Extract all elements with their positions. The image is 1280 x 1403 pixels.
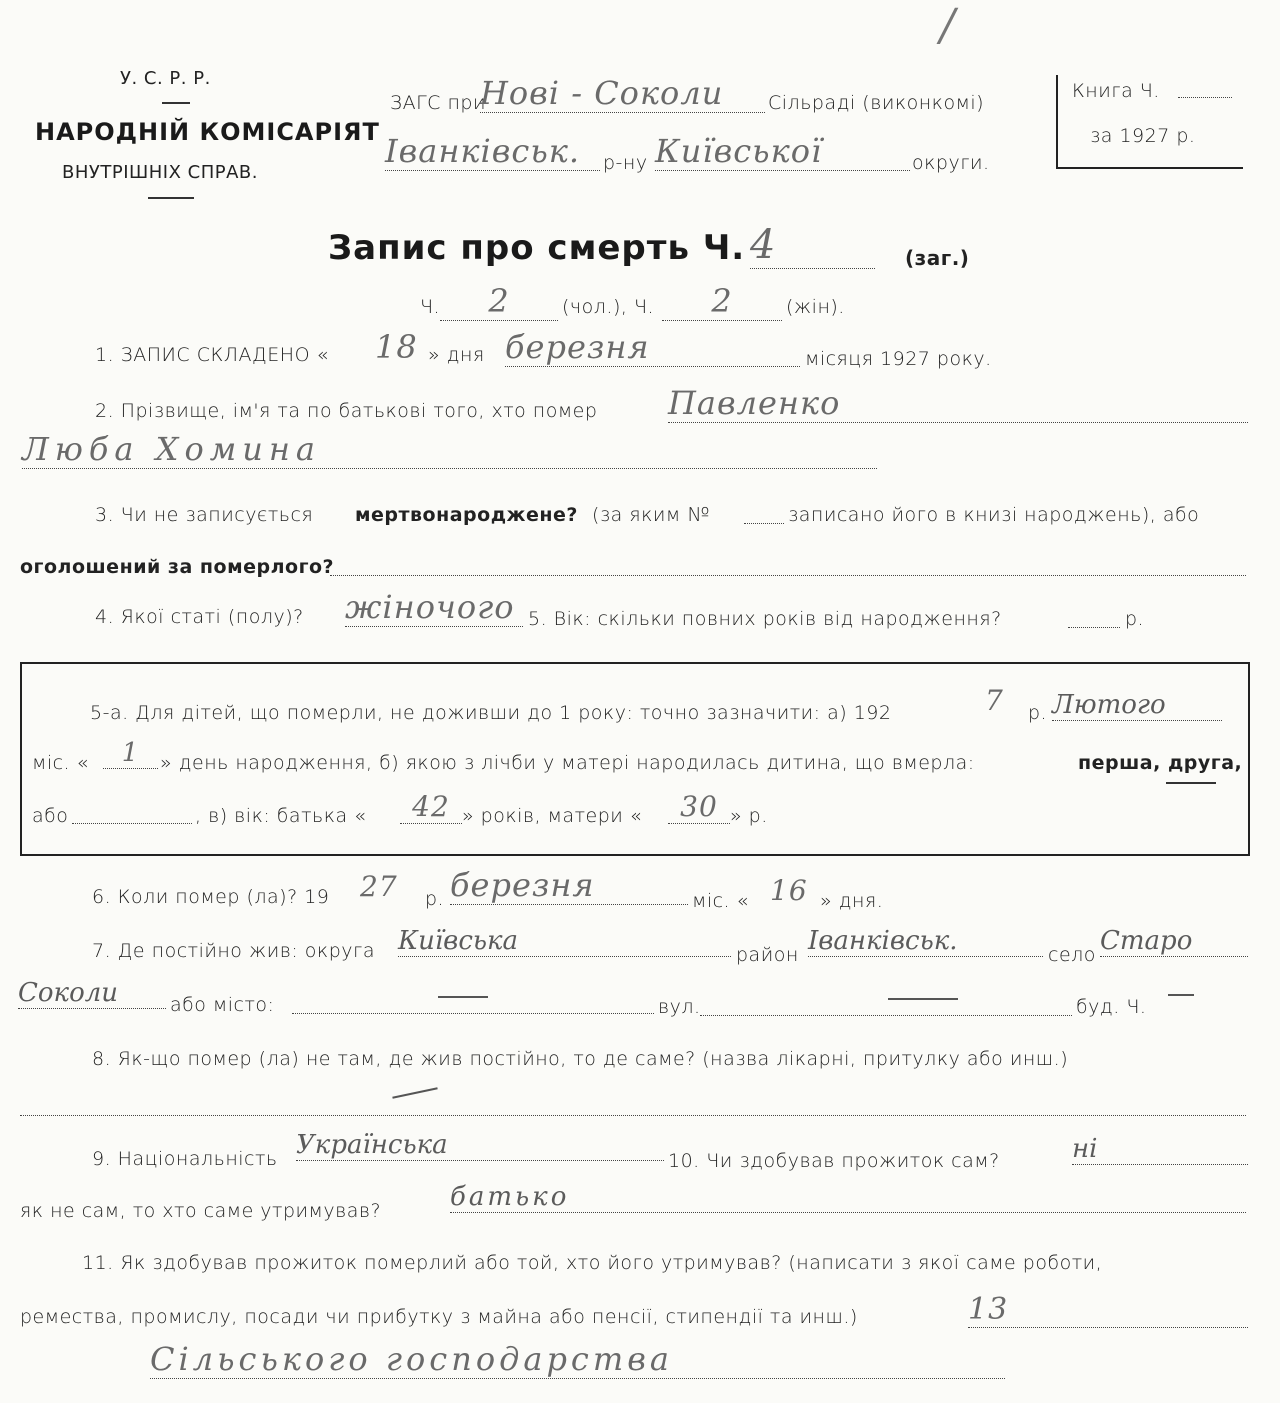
q1-suffix: місяця 1927 року. [805,348,992,370]
q7-street-line [700,1014,1072,1016]
q10-label: 10. Чи здобував прожиток сам? [668,1150,1000,1172]
male-prefix: Ч. [420,296,441,318]
internal-divider [148,197,194,199]
q2-surname: Павленко [668,384,1248,423]
q7-rayon-label: район [736,944,799,966]
q7-city-line [292,1012,654,1014]
q5a-line2-b: » день народження, б) якою з лічби у матері народилась дитина, що вмерла: [160,752,975,774]
q1-month: березня [505,328,800,367]
q1-day: 18 [375,328,418,366]
book-label: Книга Ч. [1072,80,1160,102]
q10-value: ні [1072,1134,1248,1165]
record-number: 4 [750,222,875,269]
q7-city-dash [438,996,488,998]
q3-text-c: записано його в книзі народжень), або [788,504,1200,526]
q7-house-label: буд. Ч. [1076,996,1147,1018]
corner-mark: / [940,0,956,51]
book-year: за 1927 р. [1090,125,1196,147]
male-count: 2 [440,282,558,321]
q9-value: Українська [296,1130,664,1161]
q5a-line1: 5-а. Для дітей, що померли, не доживши до 1 року: точно зазначити: а) 192 [90,702,892,724]
female-count: 2 [662,282,782,321]
q5-suffix: р. [1125,608,1145,630]
q7-city-label: або місто: [170,994,275,1016]
commissariat-label: НАРОДНІЙ КОМІСАРІЯТ [35,118,380,146]
okrug-label: округи. [912,152,990,174]
q5a-year-r: р. [1028,702,1048,724]
zags-council-value: Нові - Соколи [480,74,765,113]
q4-value: жіночого [345,588,523,627]
q8-label: 8. Як-що помер (ла) не там, де жив постійно, то де саме? (назва лікарні, притулку або инш.) [92,1048,1069,1070]
male-label: (чол.), Ч. [562,296,655,318]
q6-r: р. [425,888,445,910]
district-label: р-ну [603,152,648,174]
q6-year: 27 [360,870,398,903]
q11-line1: 11. Як здобував прожиток померлий або той, хто його утримував? (написати з якої саме роботи, [82,1252,1103,1274]
q3-number-line [744,522,784,524]
q5a-first-second: перша, друга, [1078,752,1243,774]
q5a-line2-a: міс. « [32,752,89,774]
q5a-line3-b: , в) вік: батька « [195,805,367,827]
q4-label: 4. Якої статі (полу)? [95,606,304,628]
q6-mis: міс. « [692,890,749,912]
q5a-month: Лютого [1052,690,1222,721]
q8-line [20,1114,1246,1116]
council-label: Сільраді (виконкомі) [768,92,985,114]
district-value: Іванківськ. [385,132,600,171]
q6-suffix: » дня. [820,890,884,912]
book-number-line [1178,96,1232,98]
q3-declared-line [330,574,1246,576]
q5a-year-digit: 7 [985,684,1004,717]
q3-text-a: 3. Чи не записується [95,504,314,526]
record-suffix: (заг.) [905,246,970,270]
q6-prefix: 6. Коли помер (ла)? 19 [92,886,330,908]
q5a-line3-c: » років, матери « [462,805,642,827]
q1-mid: » дня [428,344,485,366]
q7-selo-a: Старо [1100,926,1248,957]
q7-selo-b: Соколи [18,978,166,1009]
okrug-value: Київської [655,132,910,171]
q3-declared: оголошений за померлого? [20,556,335,578]
q5a-line3-a: або [32,805,69,827]
q3-stillborn: мертвонароджене? [355,504,578,526]
q7-label: 7. Де постійно жив: округа [92,940,375,962]
q6-day: 16 [770,874,808,907]
ussr-divider [162,102,190,104]
q5-label: 5. Вік: скільки повних років від народження? [528,608,1002,630]
q5-line [1068,626,1120,628]
q11-mark: 13 [968,1292,1248,1328]
q5a-other-line [72,822,192,824]
q7-street-label: вул. [658,996,701,1018]
q7-house-dash [1168,994,1194,996]
q7-okrug: Київська [398,926,731,957]
q5a-father-age: 42 [400,790,462,824]
internal-affairs-label: ВНУТРІШНІХ СПРАВ. [62,162,258,183]
zags-prefix: ЗАГС при [390,92,486,114]
q10-follow-value: батько [450,1182,1246,1213]
q7-rayon: Іванківськ. [808,926,1043,957]
record-title: Запис про смерть Ч. [328,228,746,268]
q5a-birth-day: 1 [103,738,158,769]
q6-month: березня [450,866,688,905]
q3-text-b: (за яким № [592,504,710,526]
q8-dash [392,1087,437,1099]
q2-label: 2. Прізвище, ім'я та по батькові того, хто помер [95,400,598,422]
q5a-second-underline [1166,782,1216,784]
q9-label: 9. Національність [92,1148,278,1170]
ussr-label: У. С. Р. Р. [120,68,211,89]
q11-line2: ремества, промислу, посади чи прибутку з майна або пенсії, стипендії та инш.) [20,1306,858,1328]
q10-follow: як не сам, то хто саме утримував? [20,1200,382,1222]
q5a-mother-age: 30 [668,790,730,824]
q7-selo-label: село [1048,944,1096,966]
female-label: (жін). [786,296,845,318]
q7-street-dash [888,998,958,1000]
q11-value: Сільського господарства [150,1340,1005,1379]
q1-prefix: 1. ЗАПИС СКЛАДЕНО « [95,344,329,366]
q5a-line3-d: » р. [730,805,768,827]
q2-name: Люба Хомина [22,430,877,469]
